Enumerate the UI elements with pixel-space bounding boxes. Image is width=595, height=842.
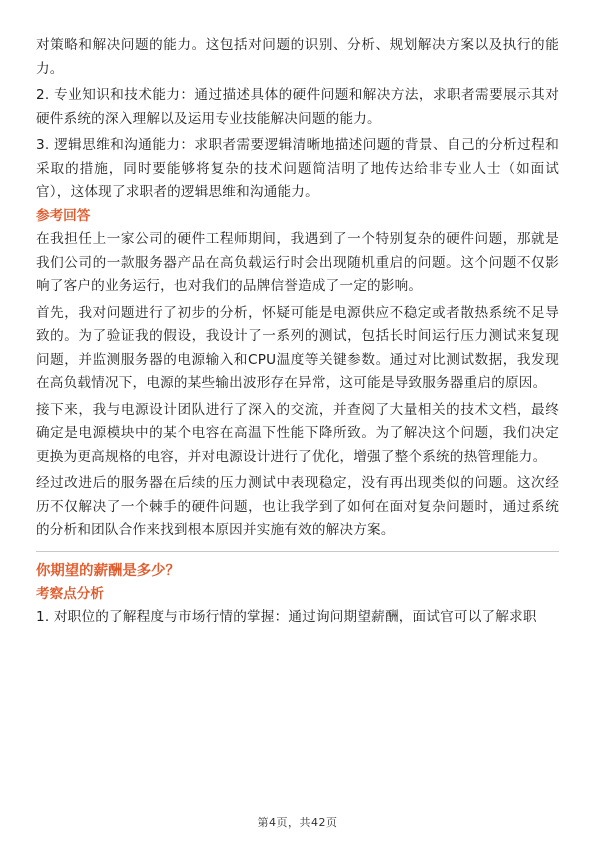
answer-paragraph-3: 接下来，我与电源设计团队进行了深入的交流，并查阅了大量相关的技术文档，最终确定是电源模块中的某个电容在高温下性能下降所致。为了解决这个问题，我们决定更换为更高规格的电容，并对电源设计进行了优化，增强了整个系统的热管理能力。 <box>36 401 559 465</box>
reference-answer-heading: 参考回答 <box>36 207 91 224</box>
analysis-heading: 考察点分析 <box>36 585 104 602</box>
section-divider <box>36 551 559 552</box>
answer-paragraph-2: 首先，我对问题进行了初步的分析，怀疑可能是电源供应不稳定或者散热系统不足导致的。为了验证我的假设，我设计了一系列的测试，包括长时间运行压力测试来复现问题，并监测服务器的电源输入和CPU温度等关键参数。通过对比测试数据，我发现在高负载情况下，电源的某些输出波形存在异常，这可能是导致服务器重启的原因。 <box>36 304 559 391</box>
continuation-paragraph: 对策略和解决问题的能力。这包括对问题的识别、分析、规划解决方案以及执行的能力。 <box>36 37 559 77</box>
page-footer: 第4页，共42页 <box>257 816 338 829</box>
document-page <box>36 34 559 630</box>
answer-paragraph-1: 在我担任上一家公司的硬件工程师期间，我遇到了一个特别复杂的硬件问题，那就是我们公司的一款服务器产品在高负载运行时会出现随机重启的问题。这个问题不仅影响了客户的业务运行，也对我们的品牌信誉造成了一定的影响。 <box>36 231 559 294</box>
answer-paragraph-4: 经过改进后的服务器在后续的压力测试中表现稳定，没有再出现类似的问题。这次经历不仅解决了一个棘手的硬件问题，也让我学到了如何在面对复杂问题时，通过系统的分析和团队合作来找到根本原因并实施有效的解决方案。 <box>36 475 559 538</box>
salary-question-title: 你期望的薪酬是多少？ <box>36 562 180 579</box>
point-3-logic-communication: 3. 逻辑思维和沟通能力：求职者需要逻辑清晰地描述问题的背景、自己的分析过程和采取的措施，同时要能够将复杂的技术问题简洁明了地传达给非专业人士（如面试官），这体现了求职者的逻辑思维和沟通能力。 <box>36 137 559 200</box>
analysis-point-1: 1. 对职位的了解程度与市场行情的掌握：通过询问期望薪酬，面试官可以了解求职 <box>36 609 537 625</box>
point-2-professional-skills: 2. 专业知识和技术能力：通过描述具体的硬件问题和解决方法，求职者需要展示其对硬件系统的深入理解以及运用专业技能解决问题的能力。 <box>36 87 559 127</box>
